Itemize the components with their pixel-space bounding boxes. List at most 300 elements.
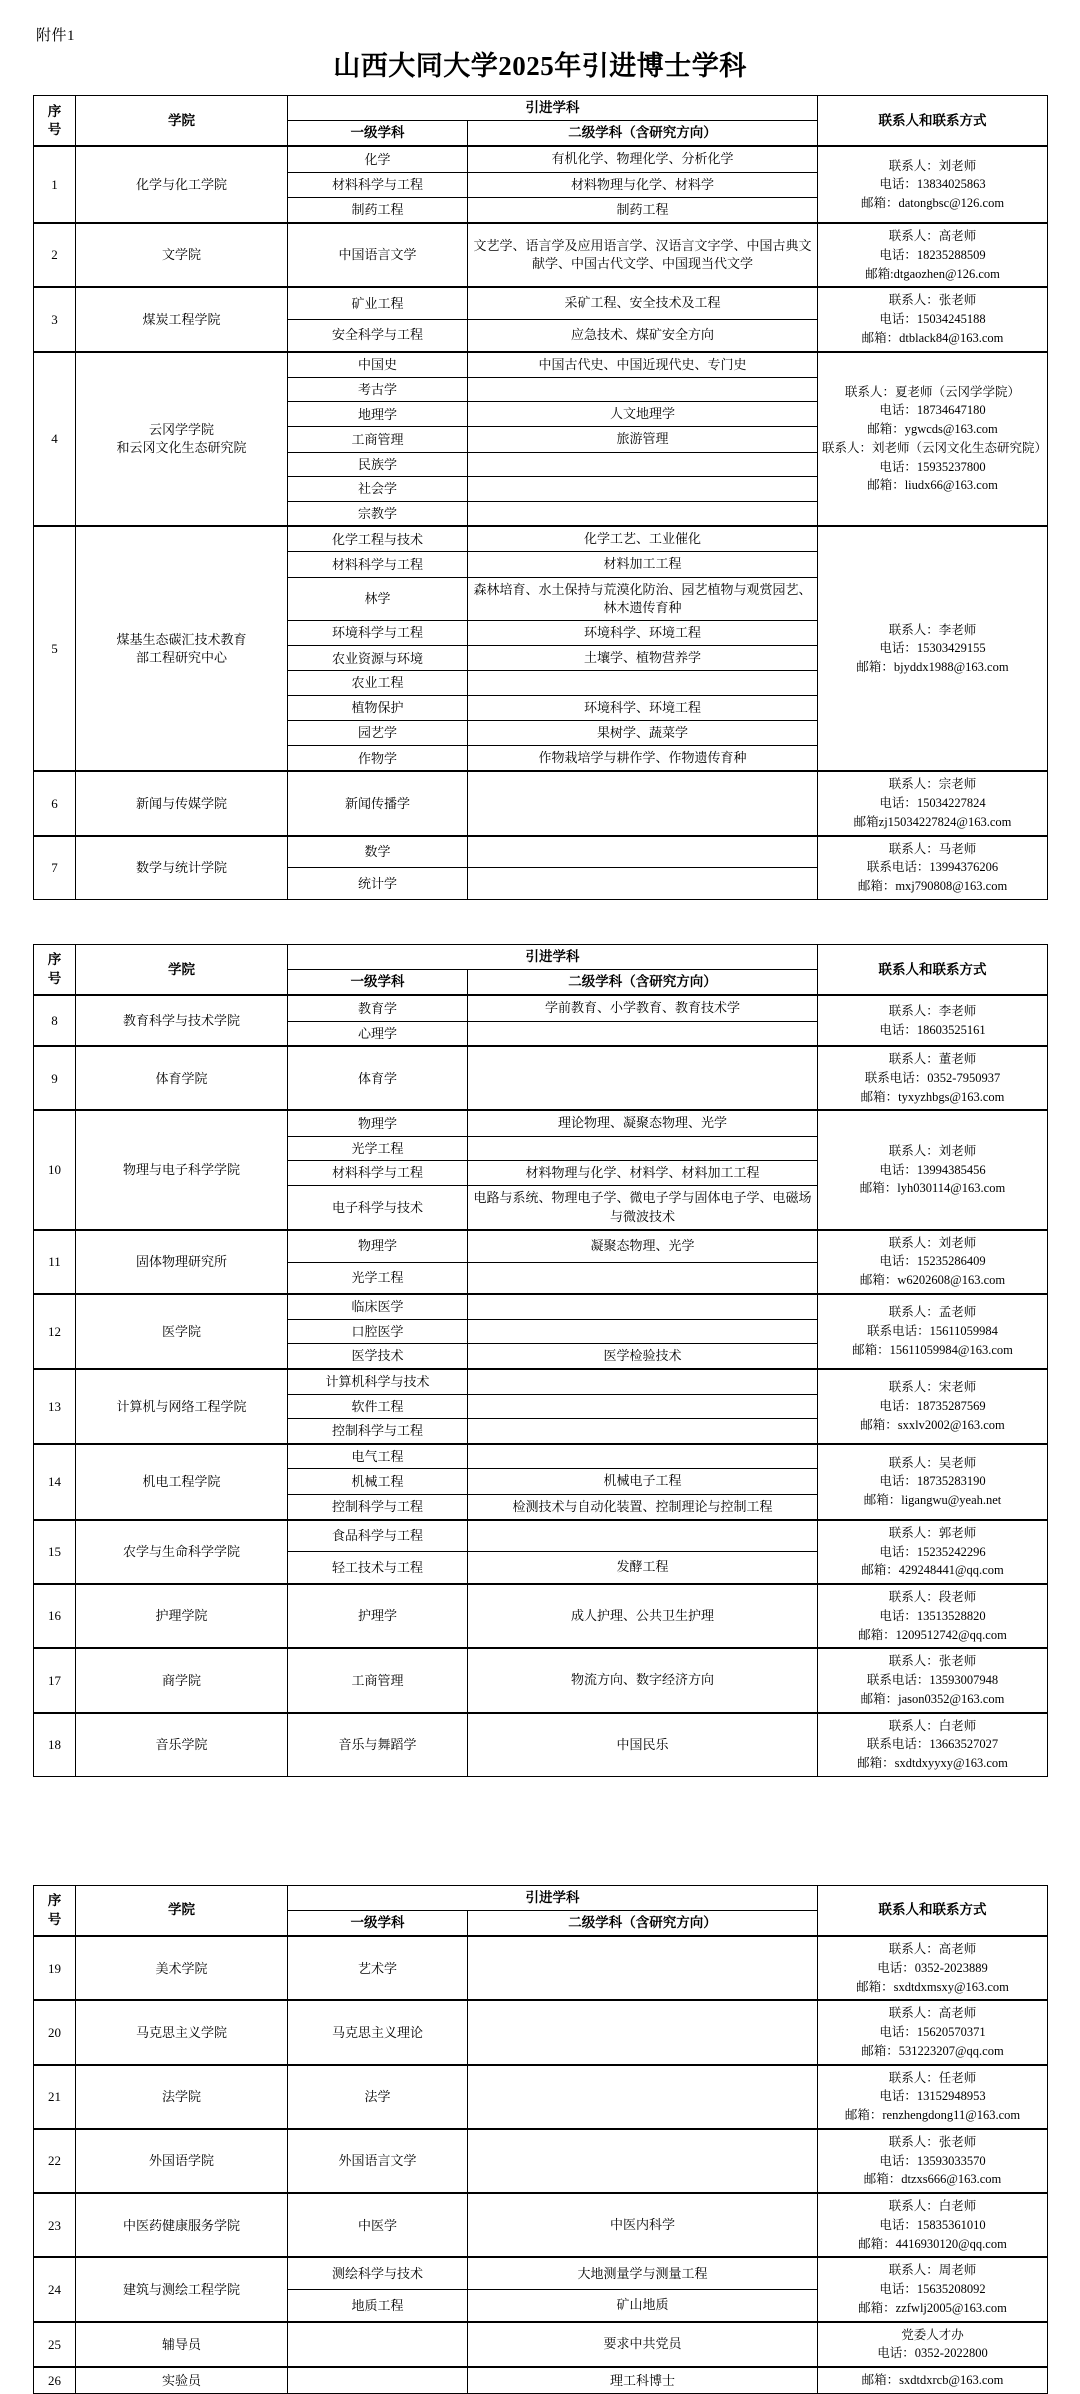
contact-line: 联系人：任老师 [888,2070,977,2085]
cell-major-second [468,836,818,868]
contact-line: 联系人：高老师 [888,229,977,243]
contact-line: 邮箱：ligangwu@yeah.net [863,1493,1002,1508]
cell-major-second: 理论物理、凝聚态物理、光学 [468,1110,818,1136]
cell-contact [818,2193,1048,2257]
contact-line: 电话：15235286409 [879,1254,986,1269]
header-no-line2: 号 [47,970,62,986]
contact-line: 邮箱：renzhengdong11@163.com [844,2108,1021,2123]
college-line: 和云冈文化生态研究院 [116,439,247,455]
cell-major-first: 农业资源与环境 [288,646,468,671]
cell-major-first: 外国语言文学 [288,2129,468,2193]
contact-line: 电话：15835361010 [879,2217,986,2232]
cell-contact [818,995,1048,1046]
cell-college [76,771,288,835]
cell-contact [818,771,1048,835]
contact-line: 邮箱：datongbsc@126.com [860,196,1005,211]
table-row [34,526,1048,552]
contact-line: 邮箱：1209512742@qq.com [858,1627,1007,1642]
cell-major-first: 考古学 [288,377,468,402]
college-line: 法学院 [161,2089,201,2105]
cell-serial-number: 23 [34,2193,76,2257]
contact-line: 联系电话：13593007948 [866,1673,999,1688]
cell-college [76,2129,288,2193]
cell-major-second [468,1021,818,1046]
table-row [34,1584,1048,1648]
cell-major-first: 艺术学 [288,1936,468,2000]
contact-line: 电话：15034245188 [879,312,986,326]
contact-line: 电话：15635208092 [879,2282,986,2297]
cell-major-first: 统计学 [288,868,468,900]
contact-line: 联系人：张老师 [888,1654,977,1669]
table-block-1 [33,95,1047,900]
cell-major-second: 化学工艺、工业催化 [468,526,818,552]
cell-serial-number: 8 [34,995,76,1046]
table-header-row [34,96,1048,121]
cell-major-first: 控制科学与工程 [288,1494,468,1520]
contact-line: 邮箱：sxdtdxyyxy@163.com [857,1756,1008,1771]
contact-line: 邮箱:dtgaozhen@126.com [865,266,1000,281]
cell-serial-number: 1 [34,146,76,223]
column-header-no [34,96,76,147]
cell-major-second [468,1294,818,1319]
cell-contact [818,146,1048,223]
contact-line: 邮箱：lyh030114@163.com [859,1181,1006,1196]
column-header-major-first: 一级学科 [288,970,468,996]
table-row [34,2193,1048,2257]
cell-major-second: 作物栽培学与耕作学、作物遗传育种 [468,746,818,772]
table-row [34,2322,1048,2368]
contact-line: 电话：18603525161 [879,1022,986,1037]
table-header-row [34,1885,1048,1910]
college-line: 计算机与网络工程学院 [116,1398,247,1414]
cell-college [76,2065,288,2129]
cell-major-second: 要求中共党员 [468,2322,818,2368]
cell-college [76,352,288,527]
cell-college [76,1230,288,1294]
contact-line: 邮箱：tyxyzhbgs@163.com [860,1089,1005,1104]
cell-major-first: 安全科学与工程 [288,319,468,351]
contact-line: 联系人：刘老师 [888,1235,977,1250]
cell-major-second: 理工科博士 [468,2367,818,2393]
cell-major-first: 轻工技术与工程 [288,1552,468,1585]
column-header-contact: 联系人和联系方式 [818,96,1048,147]
contact-line: 邮箱zj15034227824@163.com [853,814,1012,829]
cell-contact [818,1520,1048,1584]
cell-major-second [468,1319,818,1344]
cell-major-second [468,1936,818,2000]
cell-major-second: 环境科学、环境工程 [468,695,818,720]
cell-major-first: 软件工程 [288,1394,468,1419]
cell-college [76,836,288,900]
cell-major-second: 成人护理、公共卫生护理 [468,1584,818,1648]
contact-line: 邮箱：sxdtdxrcb@163.com [861,2373,1004,2388]
contact-line: 联系人：郭老师 [888,1525,977,1540]
column-header-no [34,944,76,995]
cell-major-first: 测绘科学与技术 [288,2257,468,2289]
cell-major-second [468,1262,818,1294]
cell-major-first: 中国史 [288,352,468,378]
contact-line: 联系人：刘老师（云冈文化生态研究院） [822,440,1048,455]
cell-college [76,1369,288,1444]
contact-line: 联系人：白老师 [888,1718,977,1733]
cell-serial-number: 25 [34,2322,76,2368]
cell-major-first: 植物保护 [288,695,468,720]
cell-major-first: 环境科学与工程 [288,621,468,646]
cell-serial-number: 9 [34,1046,76,1110]
cell-major-first: 电子科学与技术 [288,1186,468,1230]
cell-contact [818,2129,1048,2193]
cell-contact [818,287,1048,351]
cell-major-first: 民族学 [288,452,468,477]
cell-major-second: 文艺学、语言学及应用语言学、汉语言文字学、中国古典文献学、中国古代文学、中国现当代文学 [468,223,818,287]
cell-major-first: 工商管理 [288,427,468,452]
cell-major-first: 农业工程 [288,671,468,696]
cell-major-first: 光学工程 [288,1262,468,1294]
cell-major-second [468,2065,818,2129]
cell-serial-number: 11 [34,1230,76,1294]
contact-line: 电话：13593033570 [879,2153,986,2168]
contact-line: 联系人：白老师 [888,2199,977,2214]
college-line: 外国语学院 [148,2153,214,2169]
cell-college [76,2000,288,2064]
contact-line: 联系人：宋老师 [888,1380,977,1395]
contact-line: 联系人：李老师 [888,622,977,637]
cell-major-first: 控制科学与工程 [288,1419,468,1444]
cell-major-first: 化学工程与技术 [288,526,468,552]
table-row [34,1713,1048,1777]
cell-major-second: 中医内科学 [468,2193,818,2257]
table-row [34,2129,1048,2193]
discipline-table-3 [33,1885,1048,2394]
cell-major-first: 机械工程 [288,1469,468,1494]
cell-college [76,1110,288,1229]
college-line: 煤炭工程学院 [142,311,221,327]
table-row [34,1230,1048,1263]
cell-major-first: 口腔医学 [288,1319,468,1344]
college-line: 建筑与测绘工程学院 [122,2281,240,2297]
contact-line: 电话：15235242296 [879,1544,986,1559]
cell-major-second: 矿山地质 [468,2290,818,2322]
cell-major-second [468,452,818,477]
table-header-row [34,944,1048,969]
cell-contact [818,2000,1048,2064]
contact-line: 联系人：刘老师 [888,1143,977,1158]
cell-serial-number: 17 [34,1648,76,1712]
contact-line: 电话：0352-2023889 [877,1960,988,1975]
cell-major-first: 电气工程 [288,1444,468,1469]
cell-major-first: 马克思主义理论 [288,2000,468,2064]
contact-line: 联系人：高老师 [888,2006,977,2021]
cell-college [76,1936,288,2000]
contact-line: 联系电话：13994376206 [866,860,999,875]
cell-major-first: 制药工程 [288,197,468,223]
contact-line: 联系人：高老师 [888,1942,977,1957]
college-line: 辅导员 [161,2336,201,2352]
table-row [34,2367,1048,2393]
cell-serial-number: 19 [34,1936,76,2000]
cell-major-second [468,2000,818,2064]
cell-major-second: 发酵工程 [468,1552,818,1585]
contact-line: 电话：13152948953 [879,2089,986,2104]
cell-contact [818,1110,1048,1229]
cell-major-first: 材料科学与工程 [288,552,468,577]
cell-major-second [468,1520,818,1552]
cell-contact [818,1369,1048,1444]
cell-contact [818,352,1048,527]
contact-line: 联系人：刘老师 [888,158,977,173]
cell-major-first: 化学 [288,146,468,172]
column-header-college: 学院 [76,1885,288,1936]
contact-line: 电话：15034227824 [879,796,986,811]
college-line: 马克思主义学院 [135,2024,227,2040]
contact-line: 联系人：夏老师（云冈学学院） [844,384,1020,399]
table-row [34,1046,1048,1110]
contact-line: 电话：18735283190 [879,1474,986,1489]
cell-major-first: 新闻传播学 [288,771,468,835]
cell-major-second: 大地测量学与测量工程 [468,2257,818,2289]
cell-major-first: 临床医学 [288,1294,468,1319]
column-header-major-second: 二级学科（含研究方向） [468,121,818,147]
table-row [34,1444,1048,1469]
column-header-college: 学院 [76,96,288,147]
contact-line: 邮箱：4416930120@qq.com [858,2236,1007,2251]
column-header-major-group: 引进学科 [288,944,818,969]
cell-serial-number: 18 [34,1713,76,1777]
table-row [34,287,1048,319]
college-line: 煤基生态碳汇技术教育 [116,632,247,648]
cell-contact [818,1584,1048,1648]
table-row [34,2257,1048,2289]
table-block-2 [33,944,1047,1777]
cell-major-second: 凝聚态物理、光学 [468,1230,818,1263]
contact-line: 党委人才办 [901,2327,964,2342]
table-row [34,1936,1048,2000]
cell-contact [818,1046,1048,1110]
cell-college [76,1648,288,1712]
cell-major-first: 地质工程 [288,2290,468,2322]
cell-college [76,2367,288,2393]
cell-major-second: 材料物理与化学、材料学 [468,172,818,197]
cell-major-second: 旅游管理 [468,427,818,452]
cell-college [76,1584,288,1648]
header-no-line1: 序 [47,952,62,968]
cell-major-second: 环境科学、环境工程 [468,621,818,646]
table-row [34,146,1048,172]
cell-major-second: 学前教育、小学教育、教育技术学 [468,995,818,1021]
contact-line: 邮箱：531223207@qq.com [861,2043,1004,2058]
contact-line: 电话：18734647180 [879,403,986,418]
contact-line: 电话：13994385456 [879,1162,986,1177]
table-row [34,1294,1048,1319]
cell-serial-number: 2 [34,223,76,287]
college-line: 部工程研究中心 [135,649,227,665]
cell-major-first: 心理学 [288,1021,468,1046]
cell-serial-number: 14 [34,1444,76,1520]
cell-college [76,146,288,223]
contact-line: 联系人：马老师 [888,841,977,856]
cell-major-second: 有机化学、物理化学、分析化学 [468,146,818,172]
table-row [34,1369,1048,1394]
cell-major-second: 检测技术与自动化装置、控制理论与控制工程 [468,1494,818,1520]
cell-major-second [468,1444,818,1469]
college-line: 实验员 [161,2372,201,2388]
cell-college [76,1294,288,1369]
contact-line: 邮箱：jason0352@163.com [860,1691,1005,1706]
table-row [34,223,1048,287]
cell-major-first: 社会学 [288,477,468,502]
contact-line: 联系电话：0352-7950937 [864,1070,1001,1085]
contact-line: 邮箱：dtzxs666@163.com [863,2172,1002,2187]
page-title: 山西大同大学2025年引进博士学科 [333,51,747,81]
contact-line: 联系人：段老师 [888,1590,977,1605]
contact-line: 邮箱：bjyddx1988@163.com [856,660,1009,675]
cell-major-second [468,1394,818,1419]
column-header-no [34,1885,76,1936]
contact-line: 电话：13834025863 [879,177,986,192]
table-row [34,1110,1048,1136]
cell-major-first: 工商管理 [288,1648,468,1712]
contact-line: 电话：0352-2022800 [877,2346,988,2361]
table-row [34,771,1048,835]
cell-major-second: 土壤学、植物营养学 [468,646,818,671]
cell-college [76,1520,288,1584]
contact-line: 邮箱：15611059984@163.com [852,1342,1013,1357]
cell-major-second: 医学检验技术 [468,1344,818,1370]
college-line: 教育科学与技术学院 [122,1013,240,1029]
table-row [34,836,1048,868]
college-line: 体育学院 [155,1070,208,1086]
college-line: 美术学院 [155,1960,208,1976]
contact-line: 邮箱：liudx66@163.com [867,478,998,493]
cell-major-second: 应急技术、煤矿安全方向 [468,319,818,351]
cell-major-second [468,1136,818,1161]
contact-line: 电话：13513528820 [879,1608,986,1623]
cell-major-first: 园艺学 [288,721,468,746]
table-row [34,1648,1048,1712]
cell-major-second: 中国民乐 [468,1713,818,1777]
cell-major-first: 宗教学 [288,501,468,526]
cell-major-second [468,501,818,526]
contact-line: 电话：15303429155 [879,641,986,656]
college-line: 机电工程学院 [142,1474,221,1490]
cell-major-first: 法学 [288,2065,468,2129]
cell-major-first: 计算机科学与技术 [288,1369,468,1394]
contact-line: 电话：18235288509 [879,247,986,262]
table-row [34,995,1048,1021]
cell-major-first: 材料科学与工程 [288,172,468,197]
cell-major-first: 光学工程 [288,1136,468,1161]
cell-major-first: 中医学 [288,2193,468,2257]
college-line: 商学院 [161,1672,201,1688]
discipline-table-1 [33,95,1048,900]
contact-line: 邮箱：dtblack84@163.com [861,330,1004,345]
cell-contact [818,2322,1048,2368]
cell-college [76,287,288,351]
cell-serial-number: 10 [34,1110,76,1229]
cell-serial-number: 21 [34,2065,76,2129]
cell-serial-number: 16 [34,1584,76,1648]
contact-line: 邮箱：ygwcds@163.com [867,422,998,437]
column-header-major-second: 二级学科（含研究方向） [468,970,818,996]
cell-major-second: 制药工程 [468,197,818,223]
cell-major-second [468,1419,818,1444]
contact-line: 联系人：宗老师 [888,777,977,792]
contact-line: 联系人：孟老师 [888,1305,977,1320]
cell-major-second: 中国古代史、中国近现代史、专门史 [468,352,818,378]
cell-college [76,995,288,1046]
column-header-major-group: 引进学科 [288,1885,818,1910]
cell-major-first: 食品科学与工程 [288,1520,468,1552]
contact-line: 邮箱：sxxlv2002@163.com [860,1417,1005,1432]
contact-line: 邮箱：zzfwlj2005@163.com [858,2300,1007,2315]
cell-college [76,2193,288,2257]
college-line: 新闻与传媒学院 [135,795,227,811]
column-header-college: 学院 [76,944,288,995]
cell-contact [818,836,1048,900]
cell-serial-number: 5 [34,526,76,771]
cell-major-first: 数学 [288,836,468,868]
contact-line: 邮箱：sxdtdxmsxy@163.com [856,1979,1009,1994]
college-line: 中医药健康服务学院 [122,2217,240,2233]
header-no-line1: 序 [47,1893,62,1909]
cell-serial-number: 15 [34,1520,76,1584]
cell-contact [818,1648,1048,1712]
cell-contact [818,526,1048,771]
column-header-contact: 联系人和联系方式 [818,944,1048,995]
discipline-table-2 [33,944,1048,1777]
cell-major-first: 音乐与舞蹈学 [288,1713,468,1777]
college-line: 化学与化工学院 [135,176,227,192]
contact-line: 邮箱：429248441@qq.com [861,1563,1004,1578]
cell-major-first: 作物学 [288,746,468,772]
cell-major-second [468,771,818,835]
cell-college [76,1046,288,1110]
cell-college [76,1713,288,1777]
cell-major-second [468,2129,818,2193]
college-line: 数学与统计学院 [135,860,227,876]
column-header-major-first: 一级学科 [288,121,468,147]
attachment-label: 附件1 [36,28,76,44]
cell-major-second [468,868,818,900]
cell-contact [818,2065,1048,2129]
contact-line: 邮箱：mxj790808@163.com [857,879,1008,894]
contact-line: 电话：15935237800 [879,459,986,474]
column-header-contact: 联系人和联系方式 [818,1885,1048,1936]
college-line: 固体物理研究所 [135,1254,227,1270]
contact-line: 电话：18735287569 [879,1399,986,1414]
contact-line: 电话：15620570371 [879,2025,986,2040]
cell-major-first: 林学 [288,577,468,620]
cell-major-first [288,2367,468,2393]
cell-major-second: 物流方向、数字经济方向 [468,1648,818,1712]
cell-contact [818,2367,1048,2393]
cell-major-second: 森林培育、水土保持与荒漠化防治、园艺植物与观赏园艺、林木遗传育种 [468,577,818,620]
cell-college [76,223,288,287]
cell-major-second [468,377,818,402]
contact-line: 联系人：吴老师 [888,1455,977,1470]
contact-line: 联系人：李老师 [888,1004,977,1019]
cell-serial-number: 24 [34,2257,76,2321]
cell-serial-number: 4 [34,352,76,527]
column-header-major-group: 引进学科 [288,96,818,121]
table-row [34,352,1048,378]
cell-major-second: 材料物理与化学、材料学、材料加工工程 [468,1161,818,1186]
cell-major-second: 机械电子工程 [468,1469,818,1494]
cell-major-first: 矿业工程 [288,287,468,319]
cell-major-second [468,477,818,502]
cell-major-first: 中国语言文学 [288,223,468,287]
cell-serial-number: 20 [34,2000,76,2064]
